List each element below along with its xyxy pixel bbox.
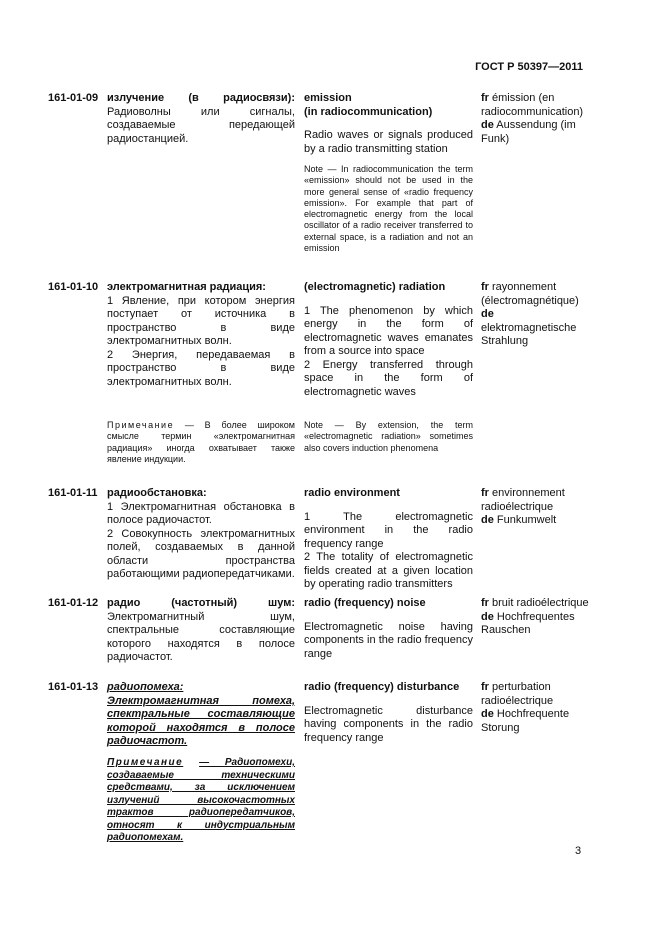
ru-term: электромагнитная радиация: bbox=[107, 281, 266, 293]
ru-definition: Радиоволны или сигналы, создаваемые передающей радиостанцией. bbox=[107, 105, 295, 145]
ru-term: радио (частотный) шум: bbox=[107, 597, 295, 609]
en-definition: Radio waves or signals produced by a radio transmitting station bbox=[304, 129, 473, 155]
en-column bbox=[304, 92, 473, 254]
de-code: de bbox=[481, 610, 494, 623]
en-definition-2: 2 The totality of electromagnetic fields created at a given location by operating radio transmitters bbox=[304, 551, 473, 590]
en-term: radio (frequency) noise bbox=[304, 597, 426, 609]
ru-definition-2: 2 Совокупность электромагнитных полей, создаваемых в данной области пространства работающими радиопередатчиками. bbox=[107, 527, 295, 580]
fr-de-column bbox=[481, 597, 591, 638]
fr-term: perturbation radioélectrique bbox=[481, 681, 554, 707]
en-term: radio environment bbox=[304, 487, 400, 499]
de-term: elektromagnetische Strahlung bbox=[481, 321, 577, 347]
ru-definition-1: 1 Явление, при котором энергия поступает от источника в пространство в виде электромагнитных волн. bbox=[107, 294, 295, 347]
term-number: 161-01-10 bbox=[48, 281, 99, 293]
fr-de-column bbox=[481, 487, 591, 528]
fr-code: fr bbox=[481, 681, 489, 693]
ru-definition-1: 1 Электромагнитная обстановка в полосе радиочастот. bbox=[107, 500, 295, 526]
ru-column bbox=[107, 487, 295, 582]
fr-de-column bbox=[481, 92, 591, 146]
ru-term: радиообстановка: bbox=[107, 487, 207, 499]
fr-term: rayonnement (électromagnétique) bbox=[481, 281, 579, 307]
en-column bbox=[304, 487, 473, 592]
ru-note bbox=[107, 757, 295, 845]
fr-code: fr bbox=[481, 597, 489, 609]
en-column bbox=[304, 281, 473, 399]
en-term: radio (frequency) disturbance bbox=[304, 681, 460, 693]
ru-note-label: Примечание bbox=[107, 420, 175, 430]
de-term: Hochfrequentes Rauschen bbox=[481, 610, 575, 636]
ru-term: излучение (в радиосвязи): bbox=[107, 92, 295, 104]
fr-term: environnement radioélectrique bbox=[481, 487, 565, 513]
term-number: 161-01-13 bbox=[48, 681, 99, 693]
en-term: emission bbox=[304, 92, 352, 104]
fr-term: bruit radioélectrique bbox=[492, 597, 589, 609]
ru-definition-2: 2 Энергия, передаваемая в пространство в виде электромагнитных волн. bbox=[107, 348, 295, 388]
standard-header: ГОСТ Р 50397—2011 bbox=[475, 61, 583, 73]
ru-note-label: Примечание bbox=[107, 757, 184, 768]
ru-term: радиопомеха: bbox=[107, 681, 184, 693]
en-term: (electromagnetic) radiation bbox=[304, 281, 446, 293]
de-code: de bbox=[481, 514, 494, 526]
term-number: 161-01-11 bbox=[48, 487, 98, 499]
fr-code: fr bbox=[481, 487, 489, 499]
fr-de-column bbox=[481, 281, 591, 349]
en-definition-2: 2 Energy transferred through space in the form of electromagnetic waves bbox=[304, 358, 473, 398]
en-term-qualifier: (in radiocommunication) bbox=[304, 105, 433, 118]
ru-column bbox=[107, 597, 295, 665]
de-code: de bbox=[481, 119, 494, 131]
ru-note-text: — Радиопомехи, создаваемые техническими средствами, за исключением излучений высокочастотных трактов радиопередатчиков, относят к индустриальным радиопомехам. bbox=[107, 757, 296, 843]
en-definition-1: 1 The electromagnetic environment in the radio frequency range bbox=[304, 510, 473, 550]
ru-definition: Электромагнитный шум, спектральные составляющие которого находятся в полосе радиочастот. bbox=[107, 610, 295, 663]
ru-column bbox=[107, 92, 295, 146]
de-code: de bbox=[481, 708, 494, 720]
en-definition-1: 1 The phenomenon by which energy in the form of electromagnetic waves emanates from a source into space bbox=[304, 304, 473, 357]
ru-note bbox=[107, 420, 295, 465]
fr-code: fr bbox=[481, 281, 489, 293]
page-number: 3 bbox=[575, 845, 582, 857]
en-definition: Electromagnetic noise having components in the radio frequency range bbox=[304, 620, 473, 660]
de-term: Aussendung (im Funk) bbox=[481, 119, 576, 145]
fr-term: émission (en radiocommunication) bbox=[481, 92, 584, 118]
en-column bbox=[304, 681, 473, 745]
de-term: Hochfrequente Storung bbox=[481, 708, 570, 734]
en-note: Note — In radiocommunication the term «emission» should not be used in the more general sense of «radio frequency emission». For example that part of electromagnetic energy from the local oscillator of a radio receiver transferred to external space, is a radiation and not an emission bbox=[304, 164, 473, 254]
en-column bbox=[304, 597, 473, 661]
en-definition: Electromagnetic disturbance having components in the radio frequency range bbox=[304, 704, 473, 744]
fr-de-column bbox=[481, 681, 591, 735]
de-code: de bbox=[481, 308, 494, 320]
term-number: 161-01-12 bbox=[48, 597, 99, 609]
ru-note-text: — В более широком смысле термин «электромагнитная радиация» иногда охватывает также явление индукции. bbox=[107, 420, 295, 464]
term-number: 161-01-09 bbox=[48, 92, 99, 104]
ru-definition: Электромагнитная помеха, спектральные составляющие которой находятся в полосе радиочастот. bbox=[107, 694, 295, 747]
en-note: Note — By extension, the term «electromagnetic radiation» sometimes also covers induction phenomena bbox=[304, 420, 473, 453]
de-term: Funkumwelt bbox=[496, 514, 557, 526]
fr-code: fr bbox=[481, 92, 489, 104]
ru-column bbox=[107, 281, 295, 389]
ru-column bbox=[107, 681, 295, 749]
